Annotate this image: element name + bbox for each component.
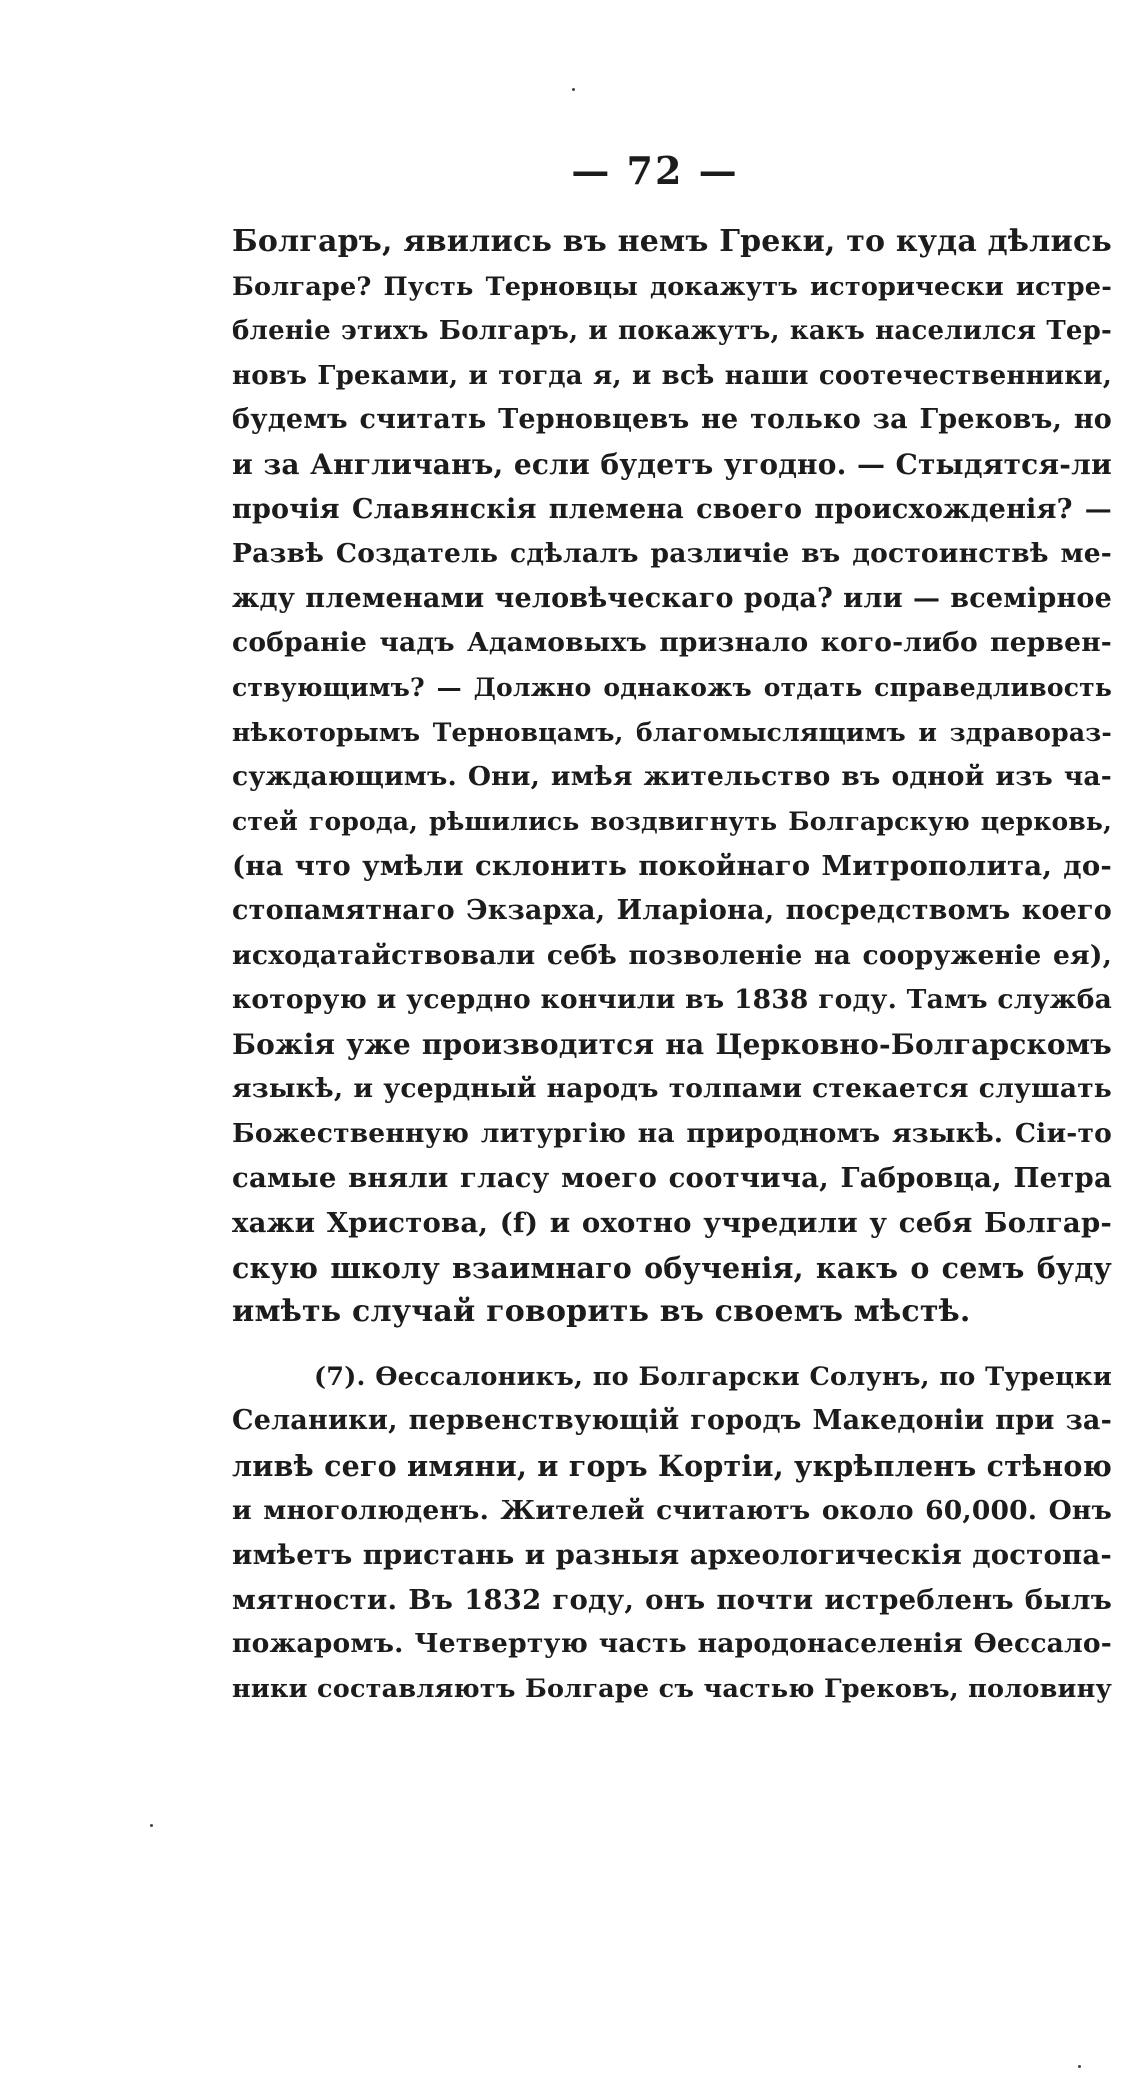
text-line: новъ Греками, и тогда я, и всѣ наши соотечественники, bbox=[232, 360, 1112, 391]
text-line: Болгаръ, явились въ немъ Греки, то куда дѣлись bbox=[232, 224, 1112, 259]
text-line: хажи Христова, (f) и охотно учредили у себя Болгар- bbox=[232, 1207, 1112, 1240]
text-line: суждающимъ. Они, имѣя жительство въ одной изъ ча- bbox=[232, 761, 1112, 793]
text-line: ливѣ сего имяни, и горъ Кортіи, укрѣпленъ стѣною bbox=[232, 1449, 1112, 1484]
text-line: прочія Славянскія племена своего происхожденія? — bbox=[232, 493, 1112, 525]
paragraph-spacer bbox=[232, 1335, 1112, 1355]
text-line: исходатайствовали себѣ позволеніе на сооруженіе ея), bbox=[232, 939, 1112, 971]
text-line: Болгаре? Пусть Терновцы докажутъ исторически истре- bbox=[232, 271, 1112, 302]
text-line: Селаники, первенствующій городъ Македоніи при за- bbox=[232, 1405, 1112, 1437]
text-line: нѣкоторымъ Терновцамъ, благомыслящимъ и здравораз- bbox=[232, 717, 1112, 747]
text-line: стопамятнаго Экзарха, Иларіона, посредствомъ коего bbox=[232, 894, 1112, 926]
text-line: скую школу взаимнаго обученія, какъ о семъ буду bbox=[232, 1250, 1112, 1285]
text-line: и за Англичанъ, если будетъ угодно. — Стыдятся-ли bbox=[232, 447, 1112, 481]
text-line: имѣетъ пристань и разныя археологическія достопа- bbox=[232, 1539, 1112, 1572]
text-line: ники составляютъ Болгаре съ частью Грековъ, половину bbox=[232, 1674, 1112, 1704]
text-line: собраніе чадъ Адамовыхъ признало кого-либо первен- bbox=[232, 627, 1112, 659]
text-line: которую и усердно кончили въ 1838 году. Тамъ служба bbox=[232, 984, 1112, 1016]
text-line: Развѣ Создатель сдѣлалъ различіе въ достоинствѣ ме- bbox=[232, 538, 1112, 570]
text-line: (7). Өессалоникъ, по Болгарски Солунъ, по Турецки bbox=[314, 1361, 1112, 1392]
page-number: — 72 — bbox=[571, 148, 739, 193]
text-line: мятности. Въ 1832 году, онъ почти истребленъ былъ bbox=[232, 1583, 1112, 1616]
text-line: стей города, рѣшились воздвигнуть Болгарскую церковь, bbox=[232, 806, 1112, 836]
scan-speck bbox=[1078, 2065, 1081, 2068]
scan-speck bbox=[150, 1824, 153, 1827]
scan-speck bbox=[572, 88, 575, 91]
text-line: будемъ считать Терновцевъ не только за Грековъ, но bbox=[232, 404, 1112, 436]
text-line: бленіе этихъ Болгаръ, и покажутъ, какъ населился Тер- bbox=[232, 316, 1112, 347]
text-line: ствующимъ? — Должно однакожъ отдать справедливость bbox=[232, 672, 1112, 702]
text-line: имѣть случай говорить въ своемъ мѣстѣ. bbox=[232, 1294, 971, 1330]
text-line: пожаромъ. Четвертую часть народонаселенія Өессало- bbox=[232, 1628, 1112, 1660]
text-line: жду племенами человѣческаго рода? или — всемірное bbox=[232, 582, 1112, 614]
paragraph-2 bbox=[232, 1355, 1112, 1712]
text-line: (на что умѣли склонить покойнаго Митрополита, до- bbox=[232, 850, 1112, 883]
text-line: самые вняли гласу моего соотчича, Габровца, Петра bbox=[232, 1162, 1112, 1195]
text-line: Божія уже производится на Церковно-Болгарскомъ bbox=[232, 1027, 1112, 1061]
text-line: и многолюденъ. Жителей считаютъ около 60,000. Онъ bbox=[232, 1494, 1112, 1526]
body-text bbox=[232, 220, 1112, 1712]
text-line: языкѣ, и усердный народъ толпами стекается слушать bbox=[232, 1073, 1112, 1105]
text-line: Божественную литургію на природномъ языкѣ. Сіи-то bbox=[232, 1117, 1112, 1149]
paragraph-1 bbox=[232, 220, 1112, 1335]
